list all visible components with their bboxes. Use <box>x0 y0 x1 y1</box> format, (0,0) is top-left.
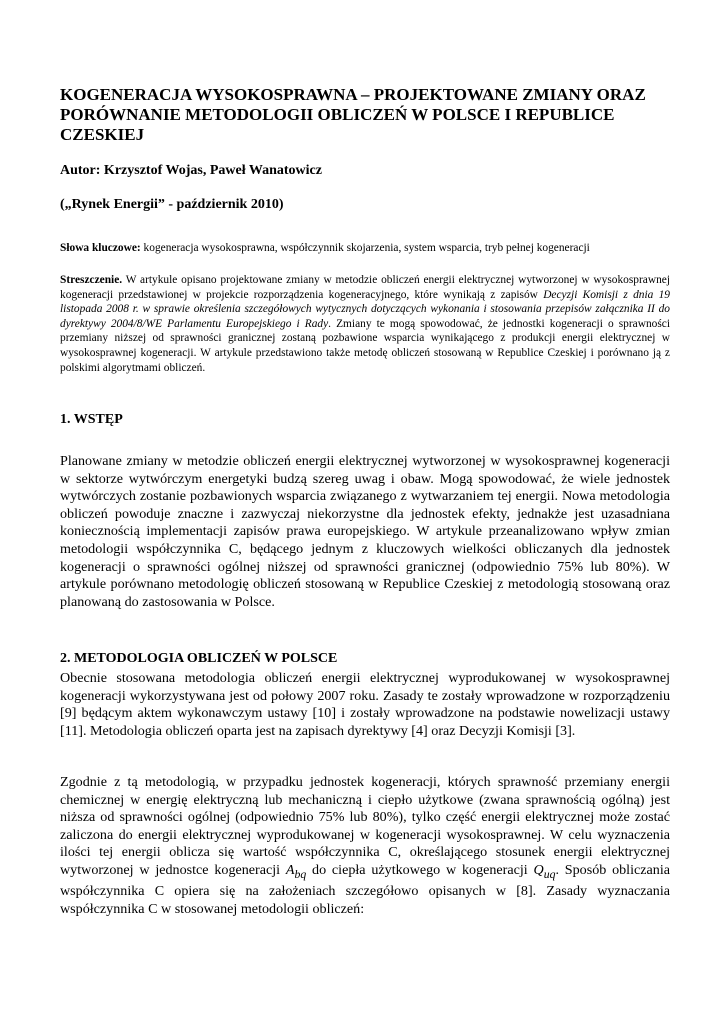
keywords-text: kogeneracja wysokosprawna, współczynnik skojarzenia, system wsparcia, tryb pełnej kogeneracji <box>143 242 590 254</box>
section-2-paragraph-2-part-c: . Sposób obliczania współczynnika C opiera się na założeniach szczegółowo opisanych w [8]. Zasady wyznaczania współczynnika C w stosowanej metodologii obliczeń: <box>60 861 670 917</box>
keywords-label: Słowa kluczowe: <box>60 242 141 254</box>
section-1-heading: 1. WSTĘP <box>60 412 123 427</box>
keywords-paragraph <box>60 241 670 256</box>
section-2-paragraph-2 <box>60 774 670 919</box>
section-1-paragraph: Planowane zmiany w metodzie obliczeń energii elektrycznej wytworzonej w wysokosprawnej kogeneracji w sektorze wytwórczym energetyki budzą szereg uwag i obaw. Mogą spowodować, że wiele jednostek wytwórczych zostanie pozbawionych wsparcia związanego z wytwarzaniem tej energii. Nowa metodologia obliczeń powoduje znaczne i zazwyczaj niekorzystne dla jednostek efekty, jednakże jest uzasadniana koniecznością implementacji zapisów prawa europejskiego. W artykule przeanalizowano wpływ zmian metodologii współczynnika C, będącego jednym z kluczowych wielkości obliczanych dla jednostek kogeneracji o sprawności ogólnej niższej od sprawności granicznej (odpowiednio 75% lub 80%). W artykule porównano metodologię obliczeń stosowaną w Republice Czeskiej z metodologią stosowaną oraz planowaną do zastosowania w Polsce. <box>60 453 670 610</box>
abstract-label: Streszczenie. <box>60 274 123 286</box>
section-2-paragraph-2-part-b: do ciepła użytkowego w kogeneracji <box>312 861 528 878</box>
abstract-text-after: . Zmiany te mogą spowodować, że jednostki kogeneracji o sprawności przemiany niższej od sprawności granicznej zostaną pozbawione wsparcia wynikającego z produkcji energii elektrycznej w wysokosprawnej kogeneracji. W artykule przedstawiono także metodę obliczeń stosowaną w Republice Czeskiej i porównano ją z polskimi algorytmami obliczeń. <box>60 317 670 374</box>
article-authors: Autor: Krzysztof Wojas, Paweł Wanatowicz <box>60 163 322 178</box>
section-2-heading: 2. METODOLOGIA OBLICZEŃ W POLSCE <box>60 651 338 666</box>
symbol-a-bq: $A_{bq}$ <box>285 861 307 881</box>
abstract-paragraph <box>60 273 670 375</box>
abstract-text-before: W artykule opisano projektowane zmiany w metodzie obliczeń energii elektrycznej wytworzonej w wysokosprawnej kogeneracji przedstawionej w projekcie rozporządzenia kogeneracyjnego, które wynikają z zapisów <box>60 274 670 301</box>
section-2-paragraph-2-part-a: Zgodnie z tą metodologią, w przypadku jednostek kogeneracji, których sprawność przemiany energii chemicznej w energię elektryczną lub mechaniczną i ciepło użytkowe (zwana sprawnością ogólną) jest niższa od sprawności ogólnej (odpowiednio 75% lub 80%), tylko część energii elektrycznej może zostać zaliczona do energii elektrycznej wyprodukowanej w kogeneracji wysokosprawnej. W celu wyznaczenia ilości tej energii oblicza się wartość współczynnika C, określającego stosunek energii elektrycznej wytworzonej w jednostce kogeneracji <box>60 774 670 878</box>
article-title: KOGENERACJA WYSOKOSPRAWNA – PROJEKTOWANE ZMIANY ORAZ PORÓWNANIE METODOLOGII OBLICZEŃ W POLSCE I REPUBLICE CZESKIEJ <box>60 85 646 144</box>
article-source: („Rynek Energii” - październik 2010) <box>60 197 284 212</box>
symbol-q-uq: $Q_{uq}$ <box>533 861 556 881</box>
abstract-decision-title: Decyzji Komisji z dnia 19 listopada 2008 r. w sprawie określenia szczegółowych wytycznych dotyczących wykonania i stosowania przepisów załącznika II do dyrektywy 2004/8/WE Parlamentu Europejskiego i Rady <box>60 288 670 330</box>
section-2-paragraph-1: Obecnie stosowana metodologia obliczeń energii elektrycznej wyprodukowanej w wysokosprawnej kogeneracji wykorzystywana jest od połowy 2007 roku. Zasady te zostały wprowadzone w rozporządzeniu [9] będącym aktem wykonawczym ustawy [10] i zostały wprowadzone na podstawie nowelizacji ustawy [11]. Metodologia obliczeń oparta jest na zapisach dyrektywy [4] oraz Decyzji Komisji [3]. <box>60 670 670 739</box>
